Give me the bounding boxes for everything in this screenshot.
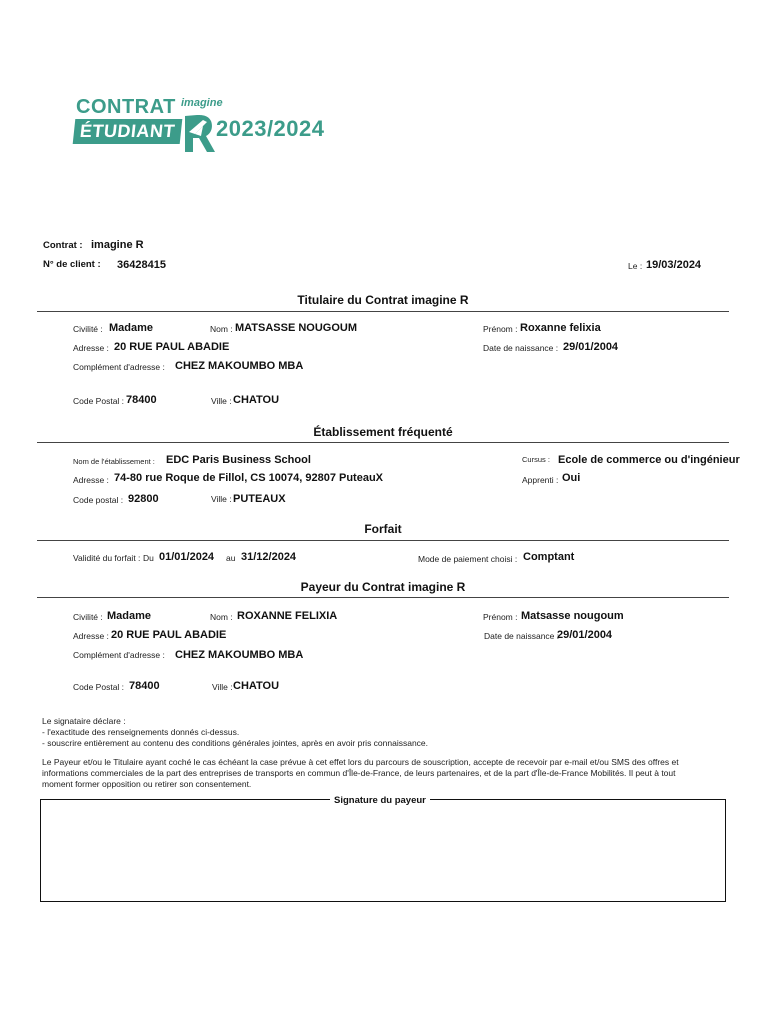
- forfait-du-value: 01/01/2024: [159, 551, 215, 563]
- titulaire-civilite-value: Madame: [109, 322, 154, 334]
- payeur-adresse-value: 20 RUE PAUL ABADIE: [111, 629, 227, 641]
- consent-paragraph-line-1: Le Payeur et/ou le Titulaire ayant coché le cas échéant la case prévue à cet effet lors du parcours de souscription, accepte de recevoir par e-mail et/ou SMS des offres et: [42, 757, 679, 767]
- titulaire-prenom-label: Prénom :: [483, 324, 518, 334]
- payeur-nom-value: ROXANNE FELIXIA: [237, 610, 338, 622]
- payeur-divider: [37, 597, 729, 598]
- etablissement-adresse-value: 74-80 rue Roque de Fillol, CS 10074, 92807 PuteauX: [114, 472, 384, 484]
- etablissement-apprenti-label: Apprenti :: [522, 475, 559, 485]
- logo-year-text: 2023/2024: [216, 116, 325, 141]
- etablissement-cursus-value: Ecole de commerce ou d'ingénieur: [558, 454, 740, 466]
- titulaire-nom-label: Nom :: [210, 324, 233, 334]
- consent-paragraph-line-2: informations commerciales de la part des entreprises de transports en commun d'Île-de-France, de leurs partenaires, et de la part d'Île-de-France Mobilités. Il peut à tout: [42, 768, 676, 778]
- titulaire-adresse-value: 20 RUE PAUL ABADIE: [114, 341, 230, 353]
- payeur-civilite-label: Civilité :: [73, 612, 103, 622]
- etablissement-ville-label: Ville :: [211, 494, 232, 504]
- payeur-complement-label: Complément d'adresse :: [73, 650, 165, 660]
- etablissement-adresse-label: Adresse :: [73, 475, 109, 485]
- forfait-au-value: 31/12/2024: [241, 551, 297, 563]
- client-number-value: 36428415: [117, 259, 166, 271]
- forfait-validite-label: Validité du forfait :: [73, 553, 141, 563]
- contrat-label: Contrat :: [43, 240, 83, 251]
- forfait-divider: [37, 540, 729, 541]
- payeur-complement-value: CHEZ MAKOUMBO MBA: [175, 649, 304, 661]
- etablissement-cp-value: 92800: [128, 493, 159, 505]
- payeur-cp-value: 78400: [129, 680, 160, 692]
- date-label: Le :: [628, 261, 643, 271]
- payeur-section-title: Payeur du Contrat imagine R: [300, 580, 466, 594]
- etablissement-cursus-label: Cursus :: [522, 455, 550, 464]
- contrat-etudiant-logo: [74, 96, 364, 156]
- logo-etudiant-text: ÉTUDIANT: [73, 119, 183, 144]
- declaration-intro: Le signataire déclare :: [42, 716, 126, 726]
- titulaire-section-title: Titulaire du Contrat imagine R: [297, 293, 469, 307]
- titulaire-adresse-label: Adresse :: [73, 343, 109, 353]
- titulaire-divider: [37, 311, 729, 312]
- titulaire-cp-value: 78400: [126, 394, 157, 406]
- etablissement-cp-label: Code postal :: [73, 495, 124, 505]
- date-value: 19/03/2024: [646, 259, 702, 271]
- etablissement-nom-value: EDC Paris Business School: [166, 454, 311, 466]
- titulaire-complement-label: Complément d'adresse :: [73, 362, 165, 372]
- titulaire-naissance-value: 29/01/2004: [563, 341, 619, 353]
- logo-contrat-text: CONTRAT: [76, 96, 176, 118]
- forfait-section-title: Forfait: [364, 522, 402, 536]
- payeur-cp-label: Code Postal :: [73, 682, 125, 692]
- payeur-adresse-label: Adresse :: [73, 631, 109, 641]
- forfait-du-label: Du: [143, 553, 154, 563]
- titulaire-ville-value: CHATOU: [233, 394, 280, 406]
- forfait-au-label: au: [226, 553, 236, 563]
- logo-imagine-text: imagine: [181, 97, 223, 109]
- etablissement-section-title: Établissement fréquenté: [313, 425, 453, 439]
- etablissement-apprenti-value: Oui: [562, 472, 581, 484]
- titulaire-civilite-label: Civilité :: [73, 324, 103, 334]
- declaration-line-1: - l'exactitude des renseignements donnés ci-dessus.: [42, 727, 240, 737]
- payeur-nom-label: Nom :: [210, 612, 233, 622]
- payeur-prenom-value: Matsasse nougoum: [521, 610, 624, 622]
- payeur-ville-value: CHATOU: [233, 680, 280, 692]
- signature-title: Signature du payeur: [330, 795, 430, 806]
- titulaire-nom-value: MATSASSE NOUGOUM: [235, 322, 358, 334]
- etablissement-ville-value: PUTEAUX: [233, 493, 286, 505]
- titulaire-prenom-value: Roxanne felixia: [520, 322, 601, 334]
- payeur-civilite-value: Madame: [107, 610, 152, 622]
- payeur-ville-label: Ville :: [212, 682, 233, 692]
- etablissement-divider: [37, 442, 729, 443]
- declaration-line-2: - souscrire entièrement au contenu des conditions générales jointes, après en avoir pris connaissance.: [42, 738, 429, 748]
- payeur-naissance-label: Date de naissance :: [484, 631, 560, 641]
- titulaire-complement-value: CHEZ MAKOUMBO MBA: [175, 360, 304, 372]
- etablissement-nom-label: Nom de l'établissement :: [73, 457, 155, 466]
- forfait-paiement-label: Mode de paiement choisi :: [418, 554, 518, 564]
- forfait-paiement-value: Comptant: [523, 551, 575, 563]
- imagine-r-logo-icon: [181, 112, 215, 154]
- payeur-prenom-label: Prénom :: [483, 612, 518, 622]
- client-number-label: N° de client :: [43, 259, 101, 270]
- signature-box[interactable]: [40, 799, 726, 902]
- consent-paragraph-line-3: moment former opposition ou retirer son consentement.: [42, 779, 252, 789]
- titulaire-cp-label: Code Postal :: [73, 396, 125, 406]
- contrat-value: imagine R: [91, 239, 144, 251]
- payeur-naissance-value: 29/01/2004: [557, 629, 613, 641]
- titulaire-ville-label: Ville :: [211, 396, 232, 406]
- titulaire-naissance-label: Date de naissance :: [483, 343, 559, 353]
